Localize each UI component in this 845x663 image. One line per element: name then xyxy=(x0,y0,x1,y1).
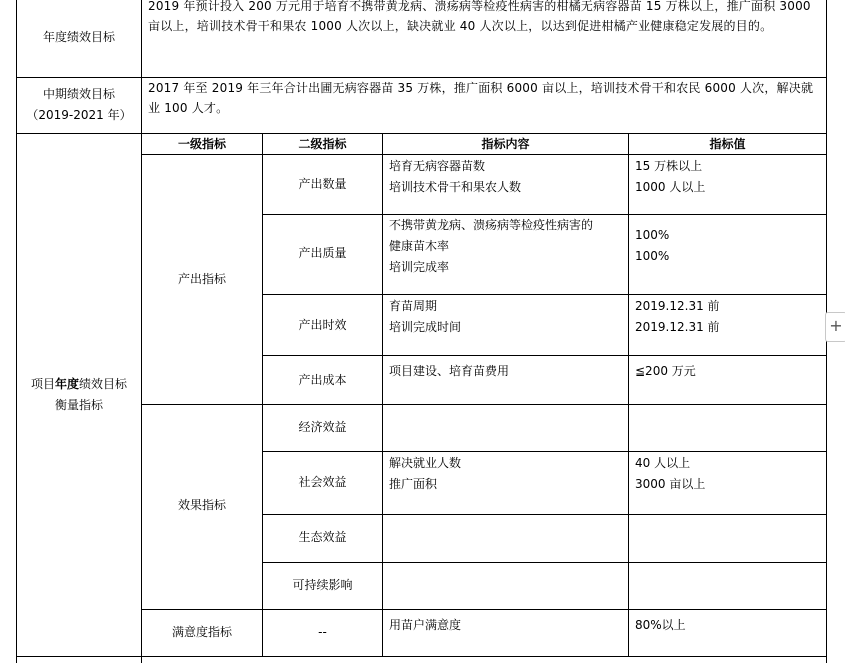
col-divider-content xyxy=(382,134,383,656)
content-line: 解决就业人数 xyxy=(389,456,462,470)
header-value: 指标值 xyxy=(709,137,746,151)
level2-label: -- xyxy=(318,625,327,639)
indicators-label-prefix: 项目 xyxy=(30,377,55,391)
annual-goal-text: 2019 年预计投入 200 万元用于培育不携带黄龙病、溃疡病等检疫性病害的柑橘无病容器苗 15 万株以上，推广面积 3000 亩以上，培训技术骨干和果农 1000 人次以上，缺决就业 40 人次以上，以达到促进柑橘产业健康稳定发展的目的。 xyxy=(148,0,811,33)
row-divider xyxy=(262,514,827,515)
content-line: 培育无病容器苗数 xyxy=(389,159,486,173)
content-line: 推广面积 xyxy=(389,477,438,491)
level2-label: 可持续影响 xyxy=(292,578,353,592)
value-line: 100% xyxy=(635,228,670,242)
midterm-goal-period: （2019-2021 年） xyxy=(26,108,132,122)
header-level1: 一级指标 xyxy=(177,137,226,151)
value-line: ≦200 万元 xyxy=(635,364,696,378)
table-border-label-divider xyxy=(141,0,142,663)
value-line: 3000 亩以上 xyxy=(635,477,706,491)
col-divider-value xyxy=(628,134,629,656)
content-line: 培训完成率 xyxy=(389,260,450,274)
level2-label: 经济效益 xyxy=(298,420,347,434)
indicators-label-line2: 衡量指标 xyxy=(54,398,103,412)
section-divider-effect xyxy=(141,609,827,610)
content-line: 项目建设、培育苗费用 xyxy=(389,364,510,378)
row-divider xyxy=(262,355,827,356)
value-line: 100% xyxy=(635,249,670,263)
value-line: 80%以上 xyxy=(635,618,686,632)
level2-label: 产出成本 xyxy=(298,373,347,387)
header-content: 指标内容 xyxy=(481,137,530,151)
level2-label: 生态效益 xyxy=(298,530,347,544)
content-line: 培训技术骨干和果农人数 xyxy=(389,180,522,194)
content-line: 培训完成时间 xyxy=(389,320,462,334)
content-line: 育苗周期 xyxy=(389,299,438,313)
content-line: 不携带黄龙病、溃疡病等检疫性病害的 xyxy=(389,218,594,232)
table-border-bottom xyxy=(16,656,827,657)
level1-satisfaction: 满意度指标 xyxy=(171,625,232,639)
level1-output: 产出指标 xyxy=(177,272,226,286)
indicators-label xyxy=(17,374,141,395)
value-line: 15 万株以上 xyxy=(635,159,703,173)
level2-label: 社会效益 xyxy=(298,475,347,489)
row-divider xyxy=(262,562,827,563)
value-line: 2019.12.31 前 xyxy=(635,320,720,334)
value-line: 40 人以上 xyxy=(635,456,691,470)
add-row-button[interactable]: + xyxy=(825,312,845,342)
value-line: 1000 人以上 xyxy=(635,180,706,194)
indicators-label-bold: 年度 xyxy=(54,377,79,391)
level2-label: 产出时效 xyxy=(298,318,347,332)
content-line: 用苗户满意度 xyxy=(389,618,462,632)
annual-goal-label: 年度绩效目标 xyxy=(42,30,115,44)
section-divider-output xyxy=(141,404,827,405)
header-level2: 二级指标 xyxy=(298,137,347,151)
midterm-goal-label: 中期绩效目标 xyxy=(42,87,115,101)
value-line: 2019.12.31 前 xyxy=(635,299,720,313)
level1-effect: 效果指标 xyxy=(177,498,226,512)
content-line: 健康苗木率 xyxy=(389,239,450,253)
level2-label: 产出质量 xyxy=(298,246,347,260)
level2-label: 产出数量 xyxy=(298,177,347,191)
row-divider xyxy=(262,294,827,295)
indicators-label-suffix: 绩效目标 xyxy=(79,377,128,391)
midterm-goal-text: 2017 年至 2019 年三年合计出圃无病容器苗 35 万株，推广面积 6000 亩以上，培训技术骨干和农民 6000 人次，解决就业 100 人才。 xyxy=(148,81,814,115)
row-divider xyxy=(262,451,827,452)
